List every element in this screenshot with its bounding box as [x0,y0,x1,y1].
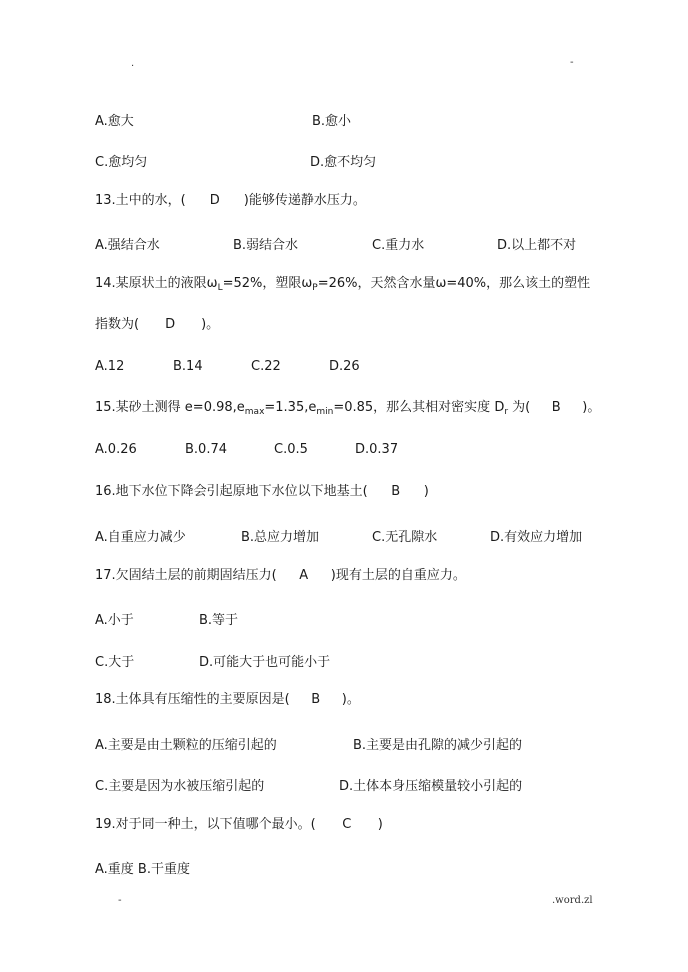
q15-option-d: D.0.37 [355,442,399,457]
q13-stem [95,193,366,209]
q14-sub-p: P [312,283,318,293]
q15-sub-max: max [244,407,265,417]
q17-option-d: D.可能大于也可能小于 [199,655,331,670]
header-left-mark: . [131,58,135,69]
q14-answer: D [165,317,176,332]
q15-sub-min: min [316,407,334,417]
q18-option-d: D.土体本身压缩模量较小引起的 [339,779,523,794]
q19-answer: C [342,817,352,832]
q13-option-d: D.以上都不对 [497,238,577,253]
q12-option-a: A.愈大 [95,114,134,129]
q18-stem [95,692,360,708]
q17-stem [95,568,466,584]
q16-stem-pre: 16.地下水位下降会引起原地下水位以下地基土( [95,484,368,499]
q14-option-b: B.14 [173,359,203,374]
q19-stem-post: ) [377,817,383,832]
q14-line2-pre: 指数为( [95,317,140,332]
q17-answer: A [299,568,309,583]
q14-option-c: C.22 [251,359,281,374]
q14-sub-l: L [217,283,223,293]
q17-option-b: B.等于 [199,613,239,628]
q14-part1: 14.某原状土的液限ω [95,276,218,291]
q19-options: A.重度 B.干重度 [95,862,190,877]
q17-stem-post: )现有土层的自重应力。 [330,568,466,583]
q14-option-d: D.26 [329,359,360,374]
q18-option-c: C.主要是因为水被压缩引起的 [95,779,265,794]
q15-part2: =1.35,e [264,400,317,415]
q15-part1: 15.某砂土测得 e=0.98,e [95,400,245,415]
q17-option-a: A.小于 [95,613,134,628]
q18-option-a: A.主要是由土颗粒的压缩引起的 [95,738,277,753]
q12-option-d: D.愈不均匀 [310,155,377,170]
q18-stem-post: )。 [341,692,360,707]
q15-part4: 为( [508,400,531,415]
q16-stem-post: ) [423,484,429,499]
footer-right-text: .word.zl [552,895,593,906]
q19-stem-pre: 19.对于同一种土，以下值哪个最小。( [95,817,316,832]
q15-part3: =0.85，那么其相对密实度 D [333,400,505,415]
q19-stem [95,817,383,833]
q15-option-c: C.0.5 [274,442,308,457]
q14-part3: =26%，天然含水量ω=40%，那么该土的塑性 [317,276,591,291]
q13-option-b: B.弱结合水 [233,238,299,253]
header-right-mark: - [570,57,574,68]
q14-stem-line2 [95,317,219,333]
q16-option-d: D.有效应力增加 [490,530,583,545]
q15-stem [95,400,600,416]
q13-stem-pre: 13.土中的水，( [95,193,186,208]
q18-option-b: B.主要是由孔隙的减少引起的 [353,738,523,753]
q14-part2: =52%，塑限ω [222,276,313,291]
q17-stem-pre: 17.欠固结土层的前期固结压力( [95,568,277,583]
q15-sub-r: r [504,407,509,417]
q14-option-a: A.12 [95,359,125,374]
q14-line2-post: )。 [201,317,220,332]
q13-option-a: A.强结合水 [95,238,160,253]
q16-answer: B [391,484,401,499]
q15-part5: )。 [582,400,601,415]
q18-answer: B [311,692,321,707]
q13-answer: D [209,193,220,208]
q14-stem-line1 [95,276,590,292]
q12-option-c: C.愈均匀 [95,155,148,170]
q16-stem [95,484,429,500]
q18-stem-pre: 18.土体具有压缩性的主要原因是( [95,692,290,707]
footer-left-mark: - [118,895,122,906]
q13-stem-post: )能够传递静水压力。 [243,193,366,208]
q13-option-c: C.重力水 [372,238,425,253]
q17-option-c: C.大于 [95,655,135,670]
q15-answer: B [551,400,561,415]
q16-option-a: A.自重应力减少 [95,530,186,545]
q16-option-b: B.总应力增加 [241,530,320,545]
q16-option-c: C.无孔隙水 [372,530,438,545]
q12-option-b: B.愈小 [312,114,352,129]
q15-option-a: A.0.26 [95,442,137,457]
q15-option-b: B.0.74 [185,442,227,457]
